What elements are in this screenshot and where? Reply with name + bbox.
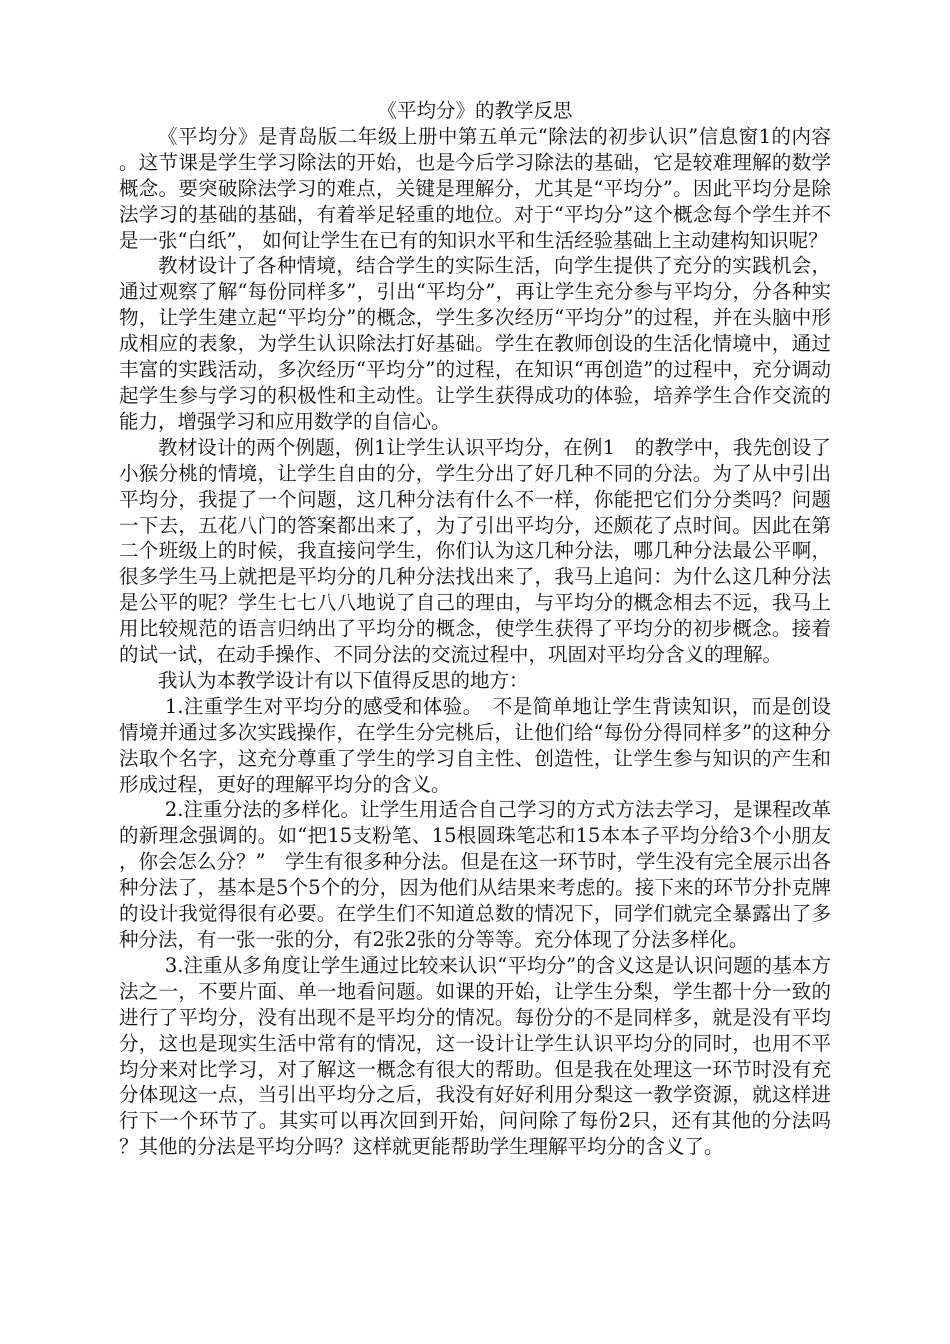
paragraph-point-1: 1.注重学生对平均分的感受和体验。 不是简单地让学生背读知识，而是创设情境并通过多次实践操作，在学生分完桃后，让他们给“每份分得同样多”的这种分法取个名字，这充分尊重了学生的学习自主性、创造性，让学生参与知识的产生和形成过程，更好的理解平均分的含义。 (119, 694, 831, 796)
paragraph-textbook-design: 教材设计了各种情境，结合学生的实际生活，向学生提供了充分的实践机会，通过观察了解“每份同样多”，引出“平均分”，再让学生充分参与平均分，分各种实物，让学生建立起“平均分”的概念，学生多次经历“平均分”的过程，并在头脑中形成相应的表象，为学生认识除法打好基础。学生在教师创设的生活化情境中，通过丰富的实践活动，多次经历“平均分”的过程，在知识“再创造”的过程中，充分调动起学生参与学习的积极性和主动性。让学生获得成功的体验，培养学生合作交流的能力，增强学习和应用数学的自信心。 (119, 254, 831, 433)
document-title: 《平均分》的教学反思 (377, 99, 573, 122)
paragraph-reflection-lead: 我认为本教学设计有以下值得反思的地方： (158, 668, 529, 692)
paragraph-point-3: 3.注重从多角度让学生通过比较来认识“平均分”的含义这是认识问题的基本方法之一，不要片面、单一地看问题。如课的开始，让学生分梨，学生都十分一致的进行了平均分，没有出现不是平均分的情况。每份分的不是同样多，就是没有平均分，这也是现实生活中常有的情况，这一设计让学生认识平均分的同时，也用不平均分来对比学习，对了解这一概念有很大的帮助。但是我在处理这一环节时没有充分体现这一点，当引出平均分之后，我没有好好利用分梨这一教学资源，就这样进行下一个环节了。其实可以再次回到开始，问问除了每份2只，还有其他的分法吗？其他的分法是平均分吗？这样就更能帮助学生理解平均分的含义了。 (119, 953, 831, 1159)
paragraph-point-2: 2.注重分法的多样化。让学生用适合自己学习的方式方法去学习，是课程改革的新理念强调的。如“把15支粉笔、15根圆珠笔芯和15本本子平均分给3个小朋友，你会怎么分？” 学生有很多种分法。但是在这一环节时，学生没有完全展示出各种分法了，基本是5个5个的分，因为他们从结果来考虑的。接下来的环节分扑克牌的设计我觉得很有必要。在学生们不知道总数的情况下，同学们就完全暴露出了多种分法，有一张一张的分，有2张2张的分等等。充分体现了分法多样化。 (119, 798, 831, 951)
paragraph-examples: 教材设计的两个例题，例1让学生认识平均分，在例1 的教学中，我先创设了小猴分桃的情境，让学生自由的分，学生分出了好几种不同的分法。为了从中引出平均分，我提了一个问题，这几种分法有什么不一样，你能把它们分分类吗？问题一下去，五花八门的答案都出来了，为了引出平均分，还颇花了点时间。因此在第二个班级上的时候，我直接问学生，你们认为这几种分法，哪几种分法最公平啊，很多学生马上就把是平均分的几种分法找出来了，我马上追问：为什么这几种分法是公平的呢？学生七七八八地说了自己的理由，与平均分的概念相去不远，我马上用比较规范的语言归纳出了平均分的概念，使学生获得了平均分的初步概念。接着的试一试，在动手操作、不同分法的交流过程中，巩固对平均分含义的理解。 (119, 435, 831, 667)
document-body (119, 98, 831, 1160)
paragraph-intro: 《平均分》是青岛版二年级上册中第五单元“除法的初步认识”信息窗1的内容。这节课是学生学习除法的开始，也是今后学习除法的基础，它是较难理解的数学概念。要突破除法学习的难点，关键是理解分，尤其是“平均分”。因此平均分是除法学习的基础的基础，有着举足轻重的地位。对于“平均分”这个概念每个学生并不是一张“白纸”， 如何让学生在已有的知识水平和生活经验基础上主动建构知识呢？ (119, 124, 831, 252)
